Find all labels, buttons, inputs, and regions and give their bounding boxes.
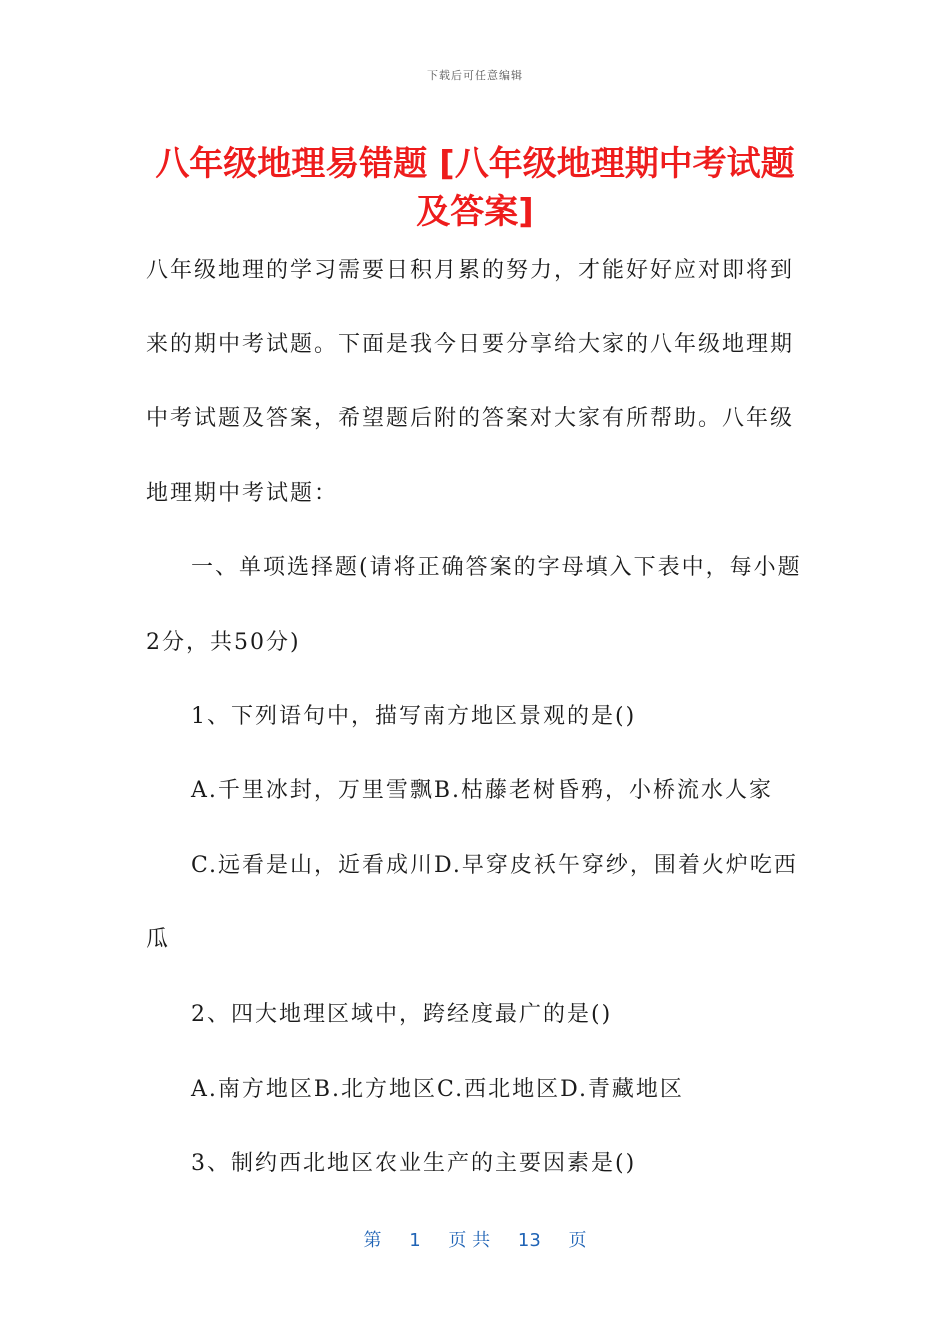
body-line: A.千里冰封，万里雪飘B.枯藤老树昏鸦，小桥流水人家 — [191, 778, 774, 803]
body-line: 一、单项选择题(请将正确答案的字母填入下表中，每小题 — [191, 555, 802, 580]
body-line: 2分，共50分) — [146, 630, 301, 655]
body-line: 地理期中考试题： — [146, 481, 339, 506]
page-footer — [0, 1226, 950, 1252]
footer-suffix: 页 — [568, 1230, 587, 1251]
body-line: C.远看是山，近看成川D.早穿皮袄午穿纱，围着火炉吃西 — [191, 853, 798, 878]
body-line: 来的期中考试题。下面是我今日要分享给大家的八年级地理期 — [146, 332, 795, 357]
footer-total-pages: 13 — [517, 1230, 541, 1251]
body-line: 2、四大地理区域中，跨经度最广的是() — [191, 1002, 613, 1027]
body-line: 八年级地理的学习需要日积月累的努力，才能好好应对即将到 — [146, 258, 795, 283]
footer-middle: 页 共 — [448, 1230, 491, 1251]
header-note: 下载后可任意编辑 — [427, 69, 523, 82]
footer-prefix: 第 — [363, 1230, 382, 1251]
document-title: 八年级地理易错题 [八年级地理期中考试题及答案] — [155, 144, 795, 232]
body-line: 瓜 — [146, 927, 171, 952]
body-line: 3、制约西北地区农业生产的主要因素是() — [191, 1151, 637, 1176]
footer-page-number: 1 — [409, 1230, 421, 1251]
body-line: A.南方地区B.北方地区C.西北地区D.青藏地区 — [191, 1077, 684, 1102]
body-line: 中考试题及答案，希望题后附的答案对大家有所帮助。八年级 — [146, 406, 795, 431]
body-line: 1、下列语句中，描写南方地区景观的是() — [191, 704, 637, 729]
